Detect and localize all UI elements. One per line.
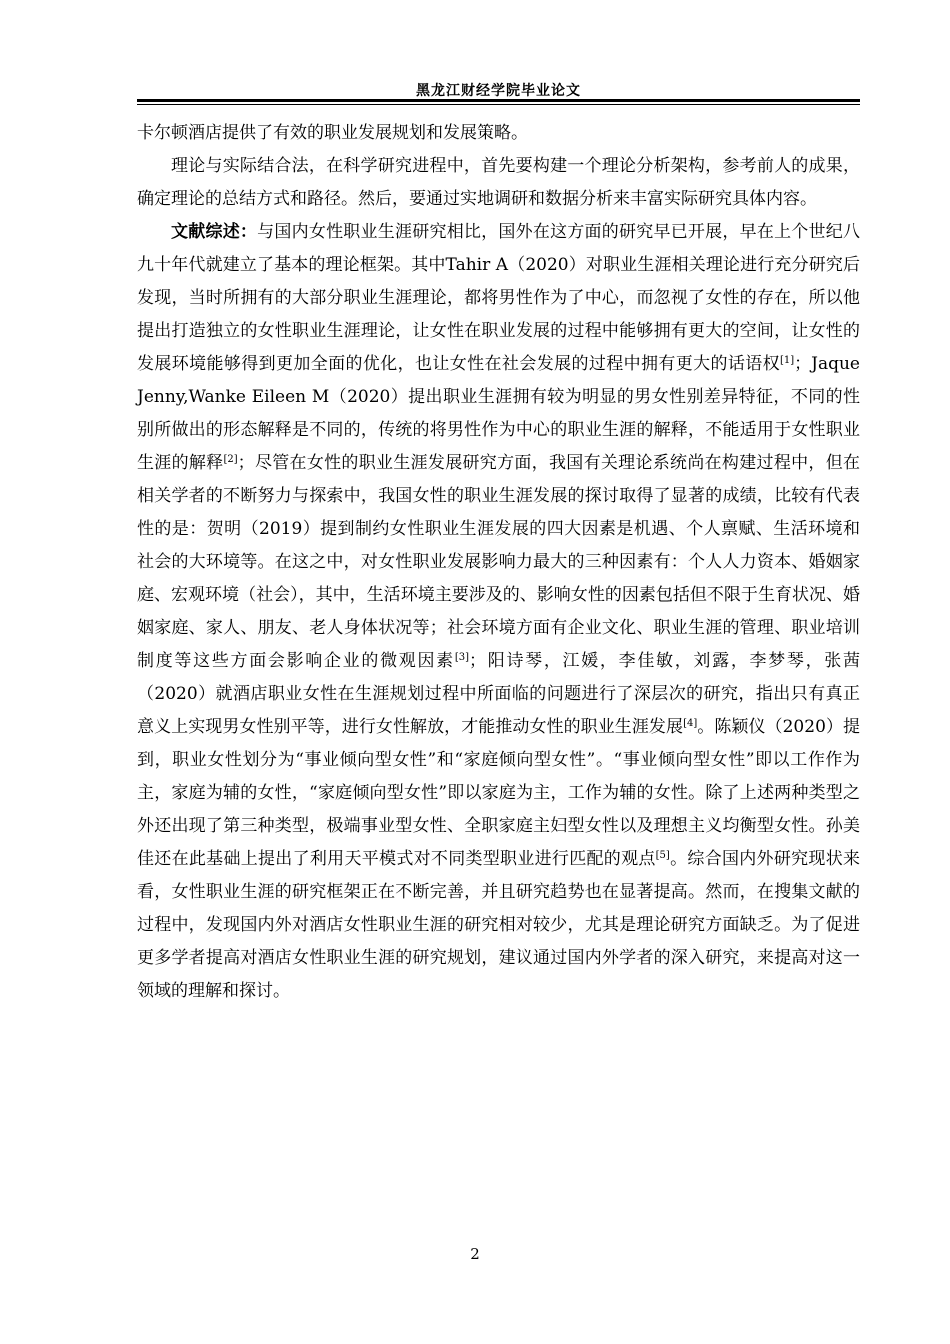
page-number: 2 <box>470 1245 480 1263</box>
literature-review-label: 文献综述： <box>171 222 258 242</box>
review-text-1: 与国内女性职业生涯研究相比，国外在这方面的研究早已开展，早在上个世纪八九十年代就建立了基本的理论框架。其中Tahir A（2020）对职业生涯相关理论进行充分研究后发现，当时所拥有的大部分职业生涯理论，都将男性作为了中心，而忽视了女性的存在，所以他提出打造独立的女性职业生涯理论，让女性在职业发展的过程中能够拥有更大的空间，让女性的发展环境能够得到更加全面的优化，也让女性在社会发展的过程中拥有更大的话语权 <box>137 222 861 374</box>
citation-ref-3[interactable]: [3] <box>454 652 470 663</box>
citation-ref-5[interactable]: [5] <box>655 850 670 861</box>
review-text-4: ；阳诗琴，江媛，李佳敏，刘露，李梦琴，张茜（2020）就酒店职业女性在生涯规划过程中所面临的问题进行了深层次的研究，指出只有真正意义上实现男女性别平等，进行女性解放，才能推动女性的职业生涯发展 <box>137 651 861 737</box>
header-rule-thin <box>137 104 860 105</box>
paragraph-continuation: 卡尔顿酒店提供了有效的职业发展规划和发展策略。 <box>137 123 528 143</box>
citation-ref-4[interactable]: [4] <box>683 718 698 729</box>
page-header-title: 黑龙江财经学院毕业论文 <box>416 83 581 99</box>
header-rule-thick <box>137 99 860 102</box>
paragraph-literature-review <box>137 216 860 1008</box>
review-text-3: ；尽管在女性的职业生涯发展研究方面，我国有关理论系统尚在构建过程中，但在相关学者的不断努力与探索中，我国女性的职业生涯发展的探讨取得了显著的成绩，比较有代表性的是：贺明（2019）提到制约女性职业生涯发展的四大因素是机遇、个人禀赋、生活环境和社会的大环境等。在这之中，对女性职业发展影响力最大的三种因素有：个人人力资本、婚姻家庭、宏观环境（社会），其中，生活环境主要涉及的、影响女性的因素包括但不限于生育状况、婚姻家庭、家人、朋友、老人身体状况等；社会环境方面有企业文化、职业生涯的管理、职业培训制度等这些方面会影响企业的微观因素 <box>137 453 861 671</box>
review-text-2: ；Jaque Jenny,Wanke Eileen M（2020）提出职业生涯拥有较为明显的男女性别差异特征，不同的性别所做出的形态解释是不同的，传统的将男性作为中心的职业生涯的解释，不能适用于女性职业生涯的解释 <box>137 354 860 473</box>
review-text-5: 。陈颖仪（2020）提到，职业女性划分为“事业倾向型女性”和“家庭倾向型女性”。“事业倾向型女性”即以工作作为主，家庭为辅的女性，“家庭倾向型女性”即以家庭为主，工作为辅的女性。除了上述两种类型之外还出现了第三种类型，极端事业型女性、全职家庭主妇型女性以及理想主义均衡型女性。孙美佳还在此基础上提出了利用天平模式对不同类型职业进行匹配的观点 <box>137 717 861 869</box>
citation-ref-2[interactable]: [2] <box>223 454 238 465</box>
review-text-6: 。综合国内外研究现状来看，女性职业生涯的研究框架正在不断完善，并且研究趋势也在显著提高。然而，在搜集文献的过程中，发现国内外对酒店女性职业生涯的研究相对较少，尤其是理论研究方面缺乏。为了促进更多学者提高对酒店女性职业生涯的研究规划，建议通过国内外学者的深入研究，来提高对这一领域的理解和探讨。 <box>137 849 861 1001</box>
paragraph-method: 理论与实际结合法，在科学研究进程中，首先要构建一个理论分析架构，参考前人的成果，确定理论的总结方式和路径。然后，要通过实地调研和数据分析来丰富实际研究具体内容。 <box>137 156 860 209</box>
body-text <box>137 117 860 1008</box>
citation-ref-1[interactable]: [1] <box>779 355 795 366</box>
